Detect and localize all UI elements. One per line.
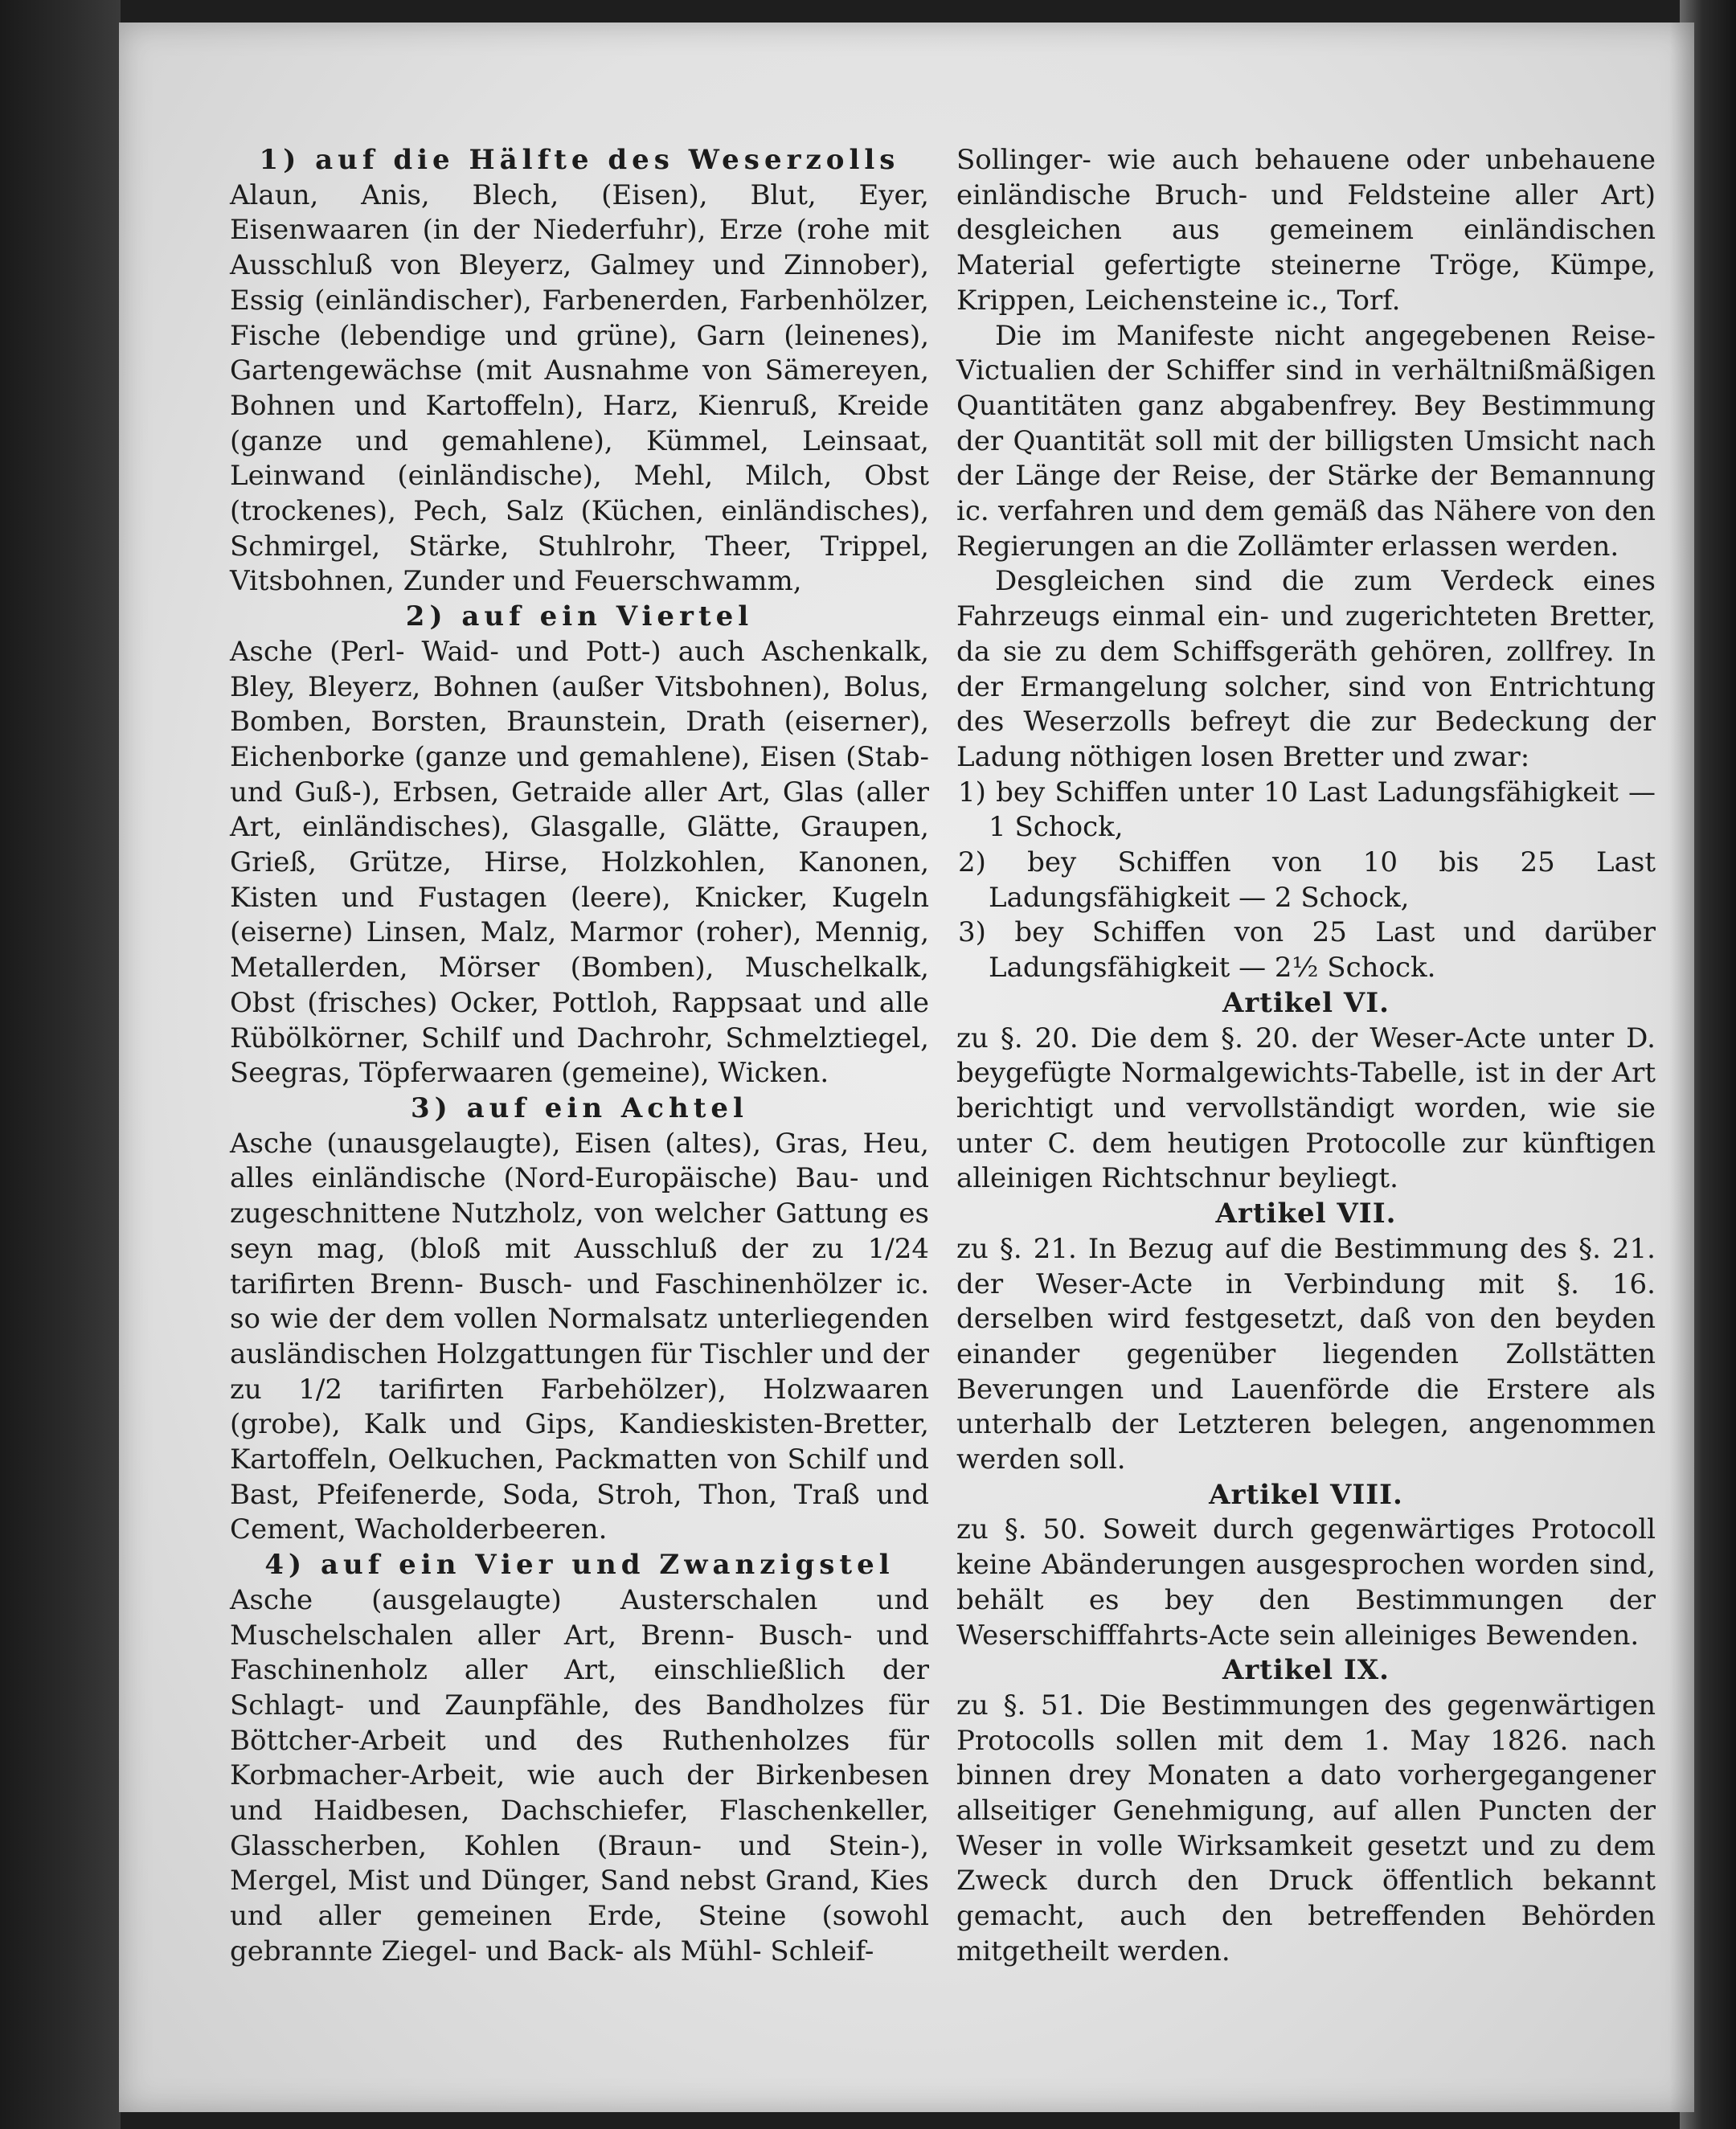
list-item: 2) bey Schiffen von 10 bis 25 Last Ladungsfähigkeit — 2 Schock, bbox=[958, 846, 1656, 914]
section-heading-eighth: 3) auf ein Achtel bbox=[411, 1091, 748, 1124]
page-fold-shadow bbox=[1670, 23, 1694, 2112]
article-text-vi: zu §. 20. Die dem §. 20. der Weser-Acte unter D. beygefügte Normalgewichts-Tabelle, ist in der Art berichtigt und vervollständigt worden, wie sie unter C. dem heutigen Protocolle zur künftigen alleinigen Richtschnur beyliegt. bbox=[956, 1022, 1656, 1195]
article-title-ix: Artikel IX. bbox=[1222, 1654, 1390, 1687]
list-item: 3) bey Schiffen von 25 Last und darüber Ladungsfähigkeit — 2½ Schock. bbox=[958, 916, 1656, 985]
paragraph-victualien: Die im Manifeste nicht angegebenen Reise-Victualien der Schiffer sind in verhältnißmäßigen Quantitäten ganz abgabenfrey. Bey Bestimmung der Quantität soll mit der billigsten Umsicht nach der Länge der Reise, der Stärke der Bemannung ic. verfahren und dem gemäß das Nähere von den Regierungen an die Zollämter erlassen werden. bbox=[956, 319, 1656, 563]
article-title-vi: Artikel VI. bbox=[1222, 986, 1390, 1019]
section-text-twentyfourth: Asche (ausgelaugte) Austerschalen und Muschelschalen aller Art, Brenn- Busch- und Faschinenholz aller Art, einschließlich der Schlagt- und Zaunpfähle, des Bandholzes für Böttcher-Arbeit und des Ruthenholzes für Korbmacher-Arbeit, wie auch der Birkenbesen und Haidbesen, Dachschiefer, Flaschenkeller, Glasscherben, Kohlen (Braun- und Stein-), Mergel, Mist und Dünger, Sand nebst Grand, Kies und aller gemeinen Erde, Steine (sowohl gebrannte Ziegel- und Back- als Mühl- Schleif- bbox=[230, 1583, 929, 1967]
left-column bbox=[230, 143, 929, 1970]
continuation-text: Sollinger- wie auch behauene oder unbehauene einländische Bruch- und Feldsteine aller Art) desgleichen aus gemeinem einländischen Material gefertigte steinerne Tröge, Kümpe, Krippen, Leichensteine ic., Torf. bbox=[956, 144, 1656, 317]
article-text-ix: zu §. 51. Die Bestimmungen des gegenwärtigen Protocolls sollen mit dem 1. May 1826. nach binnen drey Monaten a dato vorhergegangener allseitiger Genehmigung, auf allen Puncten der Weser in volle Wirksamkeit gesetzt und zu dem Zweck durch den Druck öffentlich bekannt gemacht, auch den betreffenden Behörden mitgetheilt werden. bbox=[956, 1689, 1656, 1967]
section-heading-quarter: 2) auf ein Viertel bbox=[405, 600, 754, 633]
scan-background-left bbox=[0, 0, 121, 2129]
section-heading-twentyfourth: 4) auf ein Vier und Zwanzigstel bbox=[264, 1549, 895, 1582]
paragraph-bretter: Desgleichen sind die zum Verdeck eines Fahrzeugs einmal ein- und zugerichteten Bretter, da sie zu dem Schiffsgeräth gehören, zollfrey. In der Ermangelung solcher, sind von Entrichtung des Weserzolls befreyt die zur Bedeckung der Ladung nöthigen losen Bretter und zwar: bbox=[956, 565, 1656, 773]
article-text-viii: zu §. 50. Soweit durch gegenwärtiges Protocoll keine Abänderungen ausgesprochen worden sind, behält es bey den Bestimmungen der Weserschifffahrts-Acte sein alleiniges Bewenden. bbox=[956, 1513, 1656, 1652]
section-text-half: Alaun, Anis, Blech, (Eisen), Blut, Eyer, Eisenwaaren (in der Niederfuhr), Erze (rohe mit Ausschluß von Bleyerz, Galmey und Zinnober), Essig (einländischer), Farbenerden, Farbenhölzer, Fische (lebendige und grüne), Garn (leinenes), Gartengewächse (mit Ausnahme von Sämereyen, Bohnen und Kartoffeln), Harz, Kienruß, Kreide (ganze und gemahlene), Kümmel, Leinsaat, Leinwand (einländische), Mehl, Milch, Obst (trockenes), Pech, Salz (Küchen, einländisches), Schmirgel, Stärke, Stuhlrohr, Theer, Trippel, Vitsbohnen, Zunder und Feuerschwamm, bbox=[230, 178, 929, 598]
document-page bbox=[119, 23, 1694, 2112]
section-heading-half: 1) auf die Hälfte des Weserzolls bbox=[259, 144, 900, 176]
section-text-eighth: Asche (unausgelaugte), Eisen (altes), Gras, Heu, alles einländische (Nord-Europäische) Bau- und zugeschnittene Nutzholz, von welcher Gattung es seyn mag, (bloß mit Ausschluß der zu 1/24 tarifirten Brenn- Busch- und Faschinenhölzer ic. so wie der dem vollen Normalsatz unterliegenden ausländischen Holzgattungen für Tischler und der zu 1/2 tarifirten Farbehölzer), Holzwaaren (grobe), Kalk und Gips, Kandieskisten-Bretter, Kartoffeln, Oelkuchen, Packmatten von Schilf und Bast, Pfeifenerde, Soda, Stroh, Thon, Traß und Cement, Wacholderbeeren. bbox=[230, 1127, 929, 1546]
article-title-vii: Artikel VII. bbox=[1215, 1198, 1397, 1230]
section-text-quarter: Asche (Perl- Waid- und Pott-) auch Aschenkalk, Bley, Bleyerz, Bohnen (außer Vitsbohnen), Bolus, Bomben, Borsten, Braunstein, Drath (eiserner), Eichenborke (ganze und gemahlene), Eisen (Stab- und Guß-), Erbsen, Getraide aller Art, Glas (aller Art, einländisches), Glasgalle, Glätte, Graupen, Grieß, Grütze, Hirse, Holzkohlen, Kanonen, Kisten und Fustagen (leere), Knicker, Kugeln (eiserne) Linsen, Malz, Marmor (roher), Mennig, Metallerden, Mörser (Bomben), Muschelkalk, Obst (frisches) Ocker, Pottloh, Rappsaat und alle Rübölkörner, Schilf und Dachrohr, Schmelztiegel, Seegras, Töpferwaaren (gemeine), Wicken. bbox=[230, 635, 929, 1090]
right-column bbox=[956, 143, 1656, 1970]
list-item: 1) bey Schiffen unter 10 Last Ladungsfähigkeit — 1 Schock, bbox=[958, 776, 1656, 844]
article-title-viii: Artikel VIII. bbox=[1209, 1478, 1403, 1511]
article-text-vii: zu §. 21. In Bezug auf die Bestimmung des §. 21. der Weser-Acte in Verbindung mit §. 16. derselben wird festgesetzt, daß von den beyden einander gegenüber liegenden Zollstätten Beverungen und Lauenförde die Erstere als unterhalb der Letzteren belegen, angenommen werden soll. bbox=[956, 1232, 1656, 1476]
